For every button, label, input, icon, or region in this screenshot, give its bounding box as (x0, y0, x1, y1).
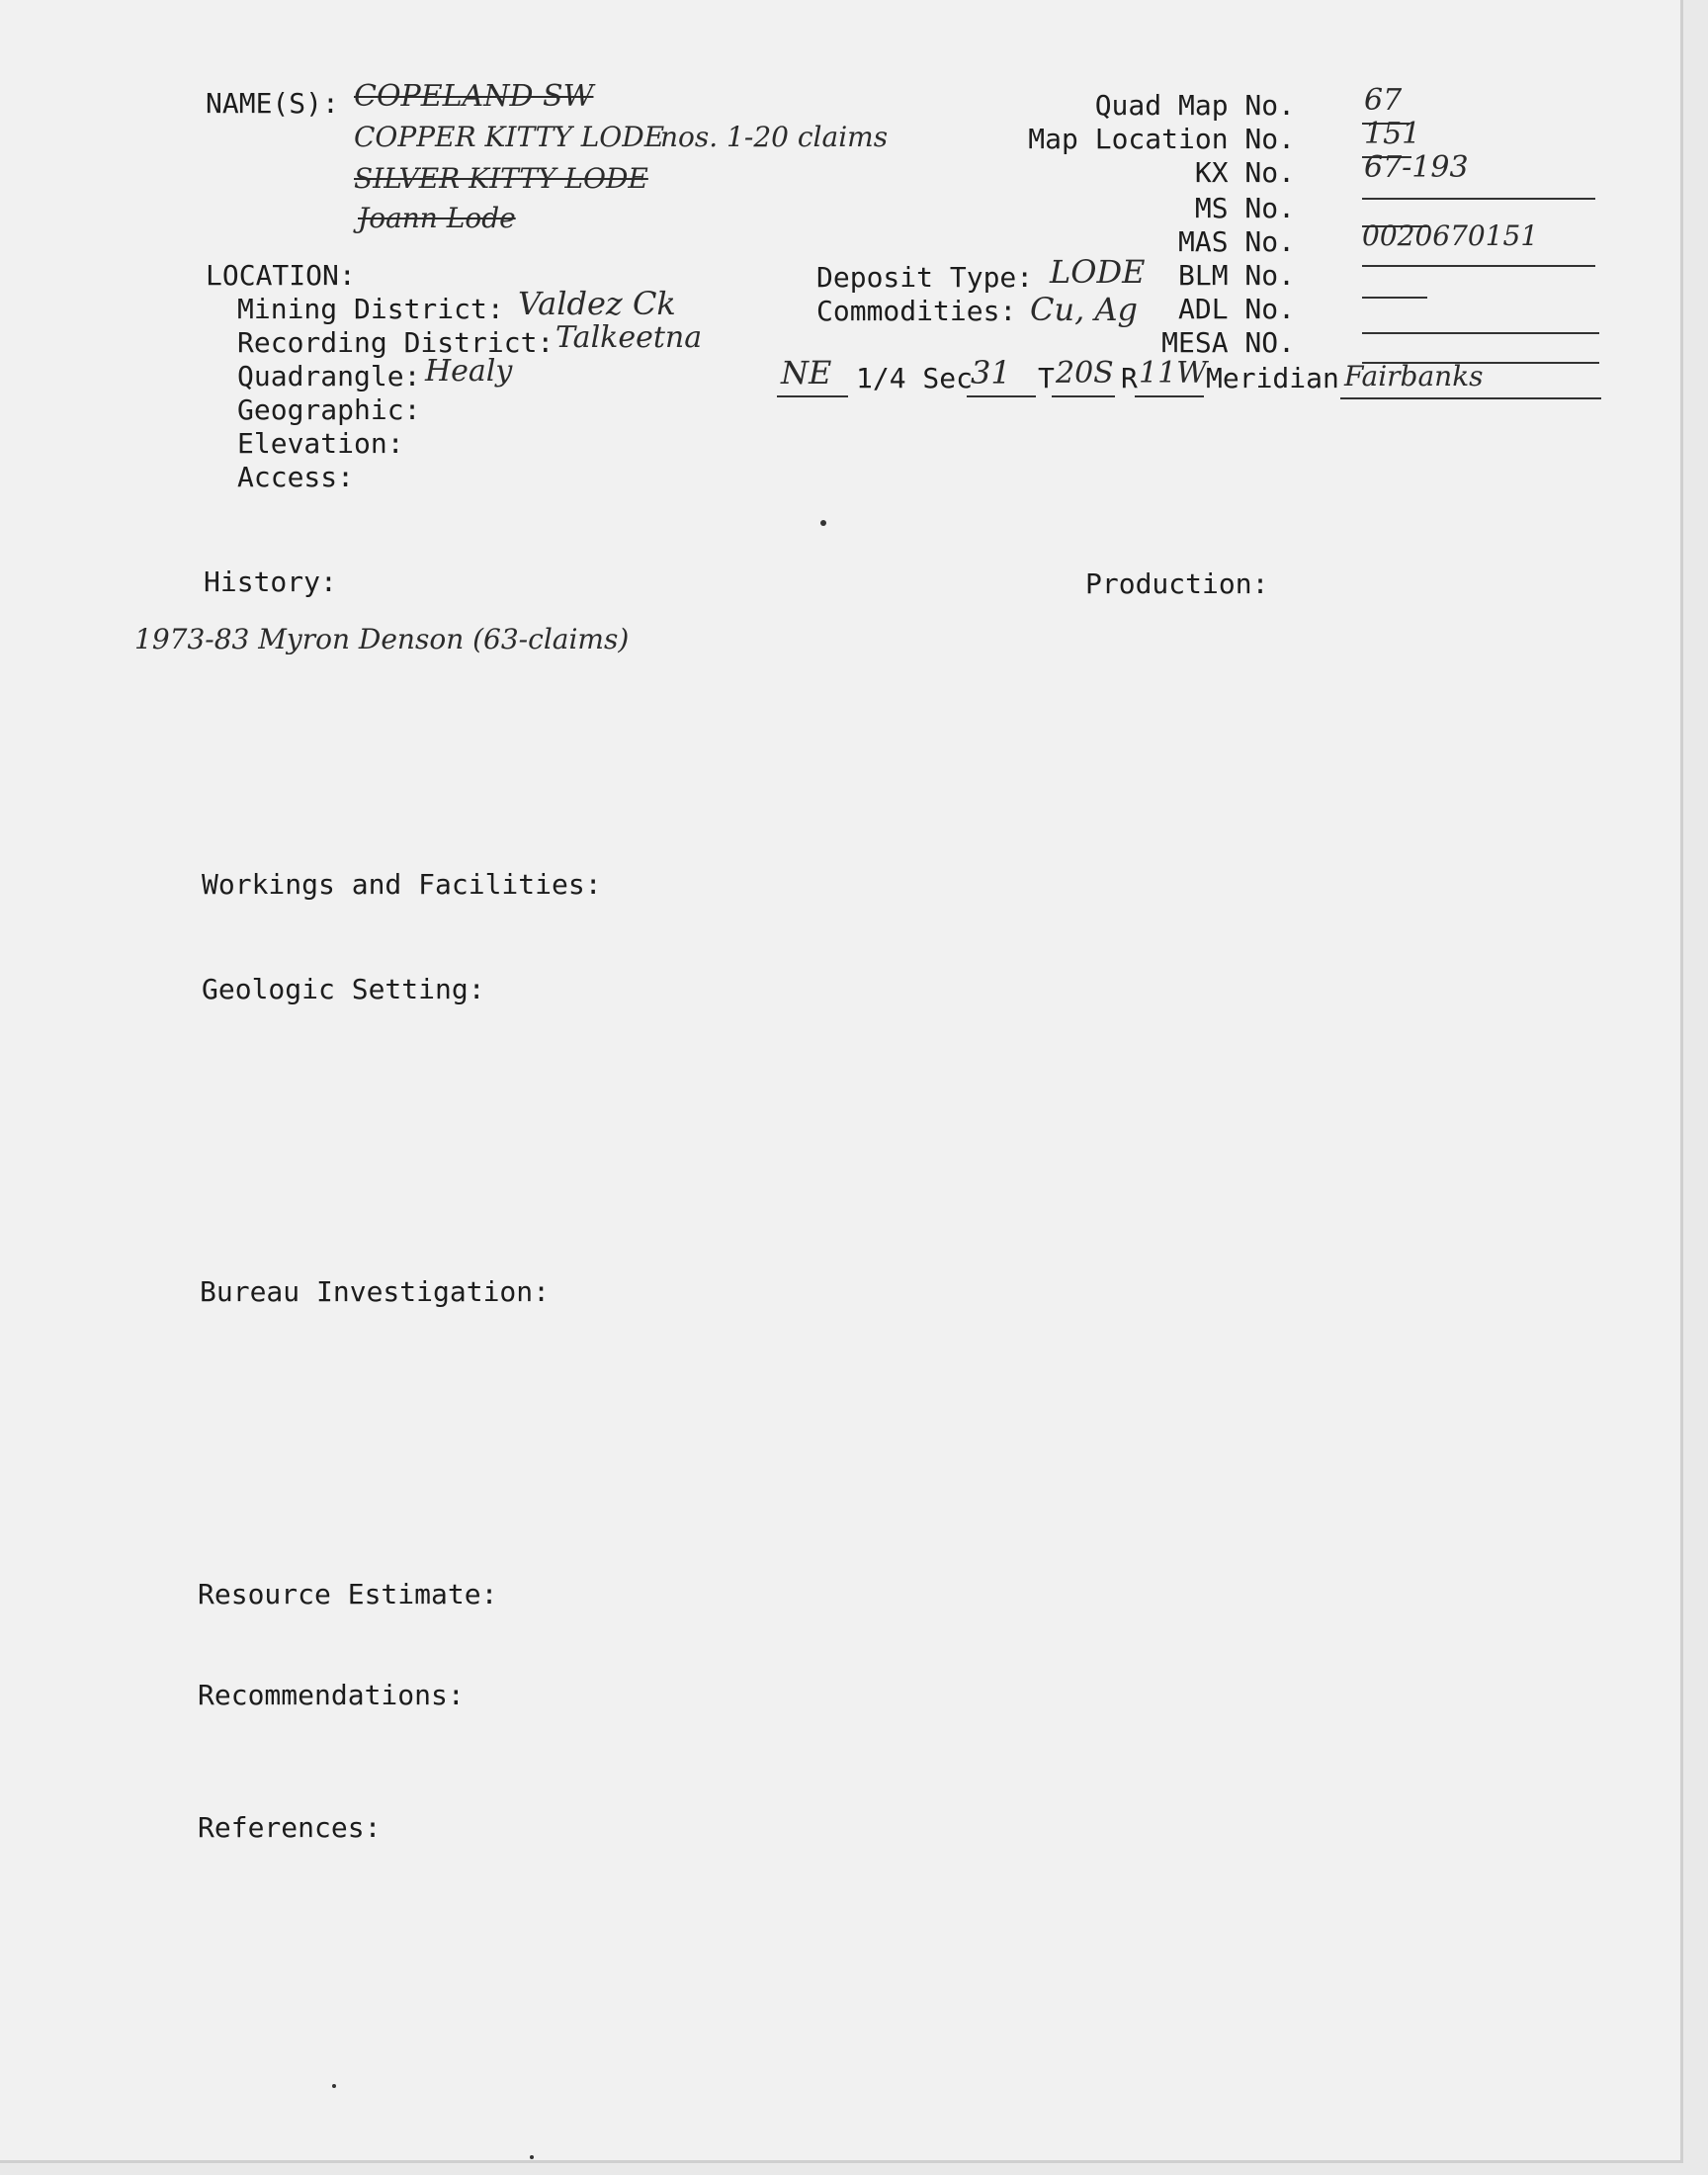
quad-map-value: 67 (1364, 83, 1403, 118)
workings-label: Workings and Facilities: (202, 868, 602, 901)
section-value: 31 (971, 354, 1011, 392)
name-entry-1: COPELAND SW (354, 79, 594, 114)
mas-underline (1362, 265, 1595, 267)
recording-district-value: Talkeetna (555, 320, 703, 355)
recommendations-label: Recommendations: (198, 1679, 465, 1711)
deposit-type-label: Deposit Type: (816, 261, 1034, 294)
township-underline (1052, 395, 1115, 397)
meridian-label: Meridian (1206, 362, 1339, 394)
mesa-label: MESA NO. (1161, 326, 1295, 359)
mining-district-label: Mining District: (237, 293, 504, 325)
references-label: References: (198, 1811, 382, 1844)
adl-underline (1362, 332, 1599, 334)
quadrangle-label: Quadrangle: (237, 360, 421, 392)
name-entry-2: COPPER KITTY LODE (354, 121, 665, 153)
bureau-label: Bureau Investigation: (200, 1275, 551, 1308)
mas-label: MAS No. (1177, 225, 1295, 258)
section-underline (967, 395, 1036, 397)
range-underline (1135, 395, 1204, 397)
scan-speck (332, 2084, 336, 2088)
elevation-label: Elevation: (237, 427, 404, 460)
kx-underline (1362, 198, 1595, 200)
history-entry: 1973-83 Myron Denson (63-claims) (134, 623, 630, 655)
resource-label: Resource Estimate: (198, 1578, 498, 1610)
quarter-underline (777, 395, 848, 397)
commodities-label: Commodities: (816, 295, 1017, 327)
history-label: History: (204, 566, 337, 598)
ms-label: MS No. (1194, 192, 1295, 224)
location-label: LOCATION: (206, 259, 356, 292)
kx-label: KX No. (1194, 156, 1295, 189)
township-label: T (1038, 362, 1055, 394)
kx-value: 67-193 (1364, 150, 1469, 185)
deposit-type-value: LODE (1050, 253, 1146, 291)
blm-underline (1362, 297, 1427, 299)
mas-value: 0020670151 (1362, 219, 1539, 252)
name-entry-3: SILVER KITTY LODE (354, 162, 648, 195)
range-value: 11W (1139, 356, 1208, 391)
township-value: 20S (1056, 356, 1114, 391)
name-entry-4: Joann Lode (358, 202, 516, 234)
names-label: NAME(S): (206, 87, 339, 120)
blm-label: BLM No. (1177, 259, 1295, 292)
claims-note: nos. 1-20 claims (660, 121, 889, 153)
scan-speck (820, 520, 826, 526)
access-label: Access: (237, 461, 355, 493)
quadrangle-value: Healy (425, 354, 513, 389)
quarter-value: NE (781, 354, 832, 392)
sec-label: 1/4 Sec (856, 362, 974, 394)
mining-district-value: Valdez Ck (518, 285, 676, 322)
map-location-label: Map Location No. (1028, 123, 1295, 155)
meridian-underline (1340, 397, 1601, 399)
geographic-label: Geographic: (237, 393, 421, 426)
geologic-label: Geologic Setting: (202, 973, 485, 1005)
scan-speck (530, 2155, 534, 2159)
production-label: Production: (1085, 567, 1269, 600)
map-location-value: 151 (1364, 117, 1421, 151)
quad-map-label: Quad Map No. (1094, 89, 1295, 122)
commodities-value: Cu, Ag (1030, 291, 1139, 328)
recording-district-label: Recording District: (237, 326, 555, 359)
meridian-value: Fairbanks (1344, 360, 1484, 392)
range-label: R (1121, 362, 1138, 394)
adl-label: ADL No. (1177, 293, 1295, 325)
